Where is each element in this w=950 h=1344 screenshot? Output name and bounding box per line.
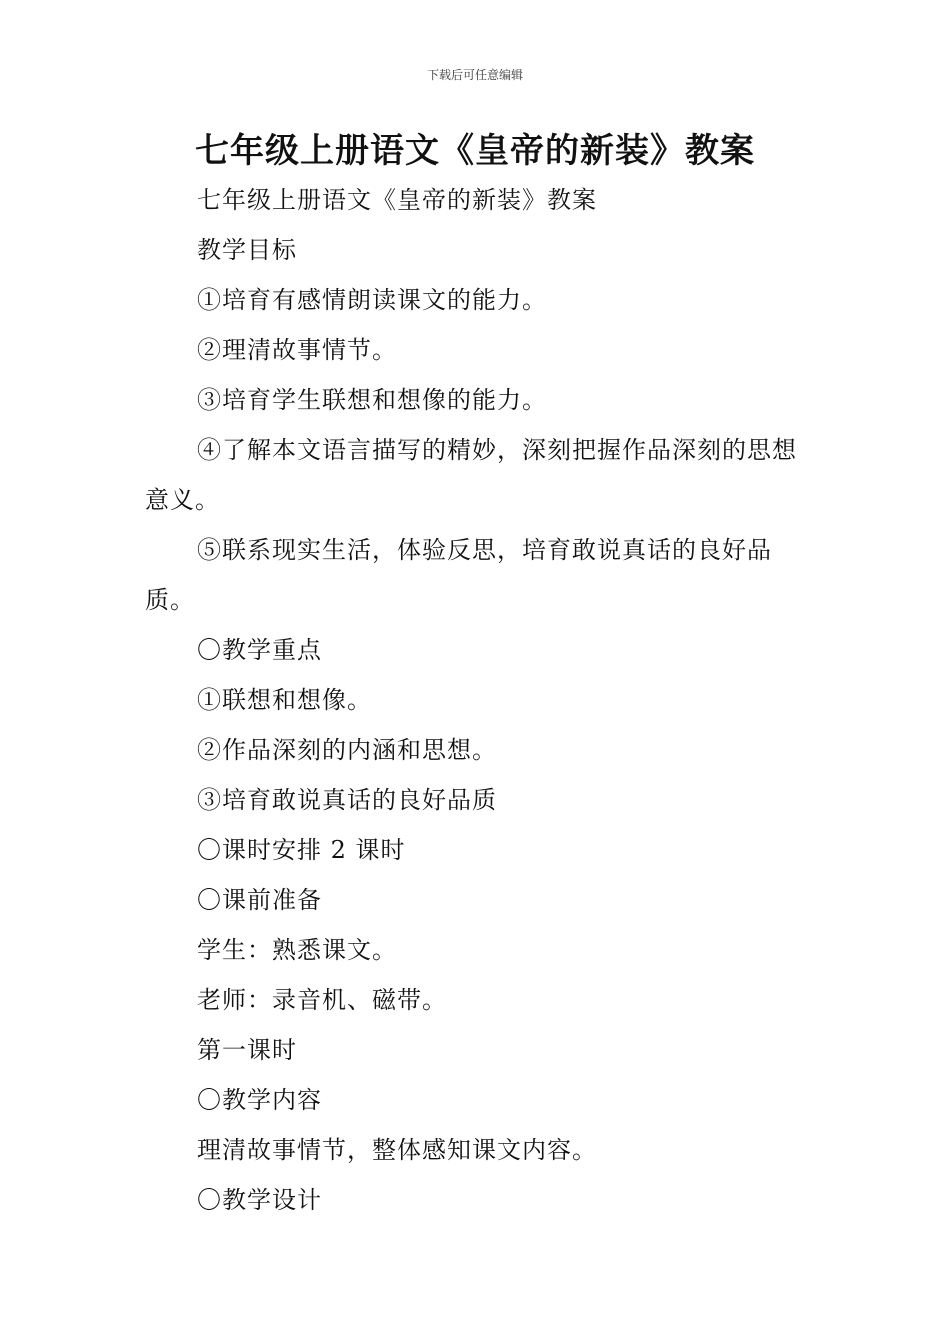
- paragraph-goal-5: ⑤联系现实生活，体验反思，培育敢说真话的良好品质。: [145, 536, 772, 614]
- paragraph-key-point-3: ③培育敢说真话的良好品质: [197, 786, 497, 814]
- paragraph-key-points-heading: 〇教学重点: [197, 636, 322, 664]
- paragraph-schedule: 〇课时安排 2 课时: [197, 836, 406, 864]
- paragraph-goal-4: ④了解本文语言描写的精妙，深刻把握作品深刻的思想意义。: [145, 436, 797, 514]
- paragraph-content: 理清故事情节，整体感知课文内容。: [197, 1136, 597, 1164]
- paragraph-goal-1: ①培育有感情朗读课文的能力。: [197, 286, 547, 314]
- paragraph-first-lesson: 第一课时: [197, 1036, 297, 1064]
- paragraph-teaching-goals-heading: 教学目标: [197, 236, 297, 264]
- paragraph-design-heading: 〇教学设计: [197, 1186, 322, 1214]
- page-header-note: 下载后可任意编辑: [426, 68, 523, 82]
- document-body: [145, 175, 810, 1225]
- paragraph-key-point-1: ①联想和想像。: [197, 686, 372, 714]
- paragraph-preparation-heading: 〇课前准备: [197, 886, 322, 914]
- paragraph-subtitle: 七年级上册语文《皇帝的新装》教案: [197, 186, 597, 214]
- paragraph-teacher-prep: 老师：录音机、磁带。: [197, 986, 447, 1014]
- document-title: 七年级上册语文《皇帝的新装》教案: [195, 131, 755, 171]
- paragraph-key-point-2: ②作品深刻的内涵和思想。: [197, 736, 497, 764]
- paragraph-goal-2: ②理清故事情节。: [197, 336, 397, 364]
- paragraph-student-prep: 学生：熟悉课文。: [197, 936, 397, 964]
- paragraph-goal-3: ③培育学生联想和想像的能力。: [197, 386, 547, 414]
- paragraph-content-heading: 〇教学内容: [197, 1086, 322, 1114]
